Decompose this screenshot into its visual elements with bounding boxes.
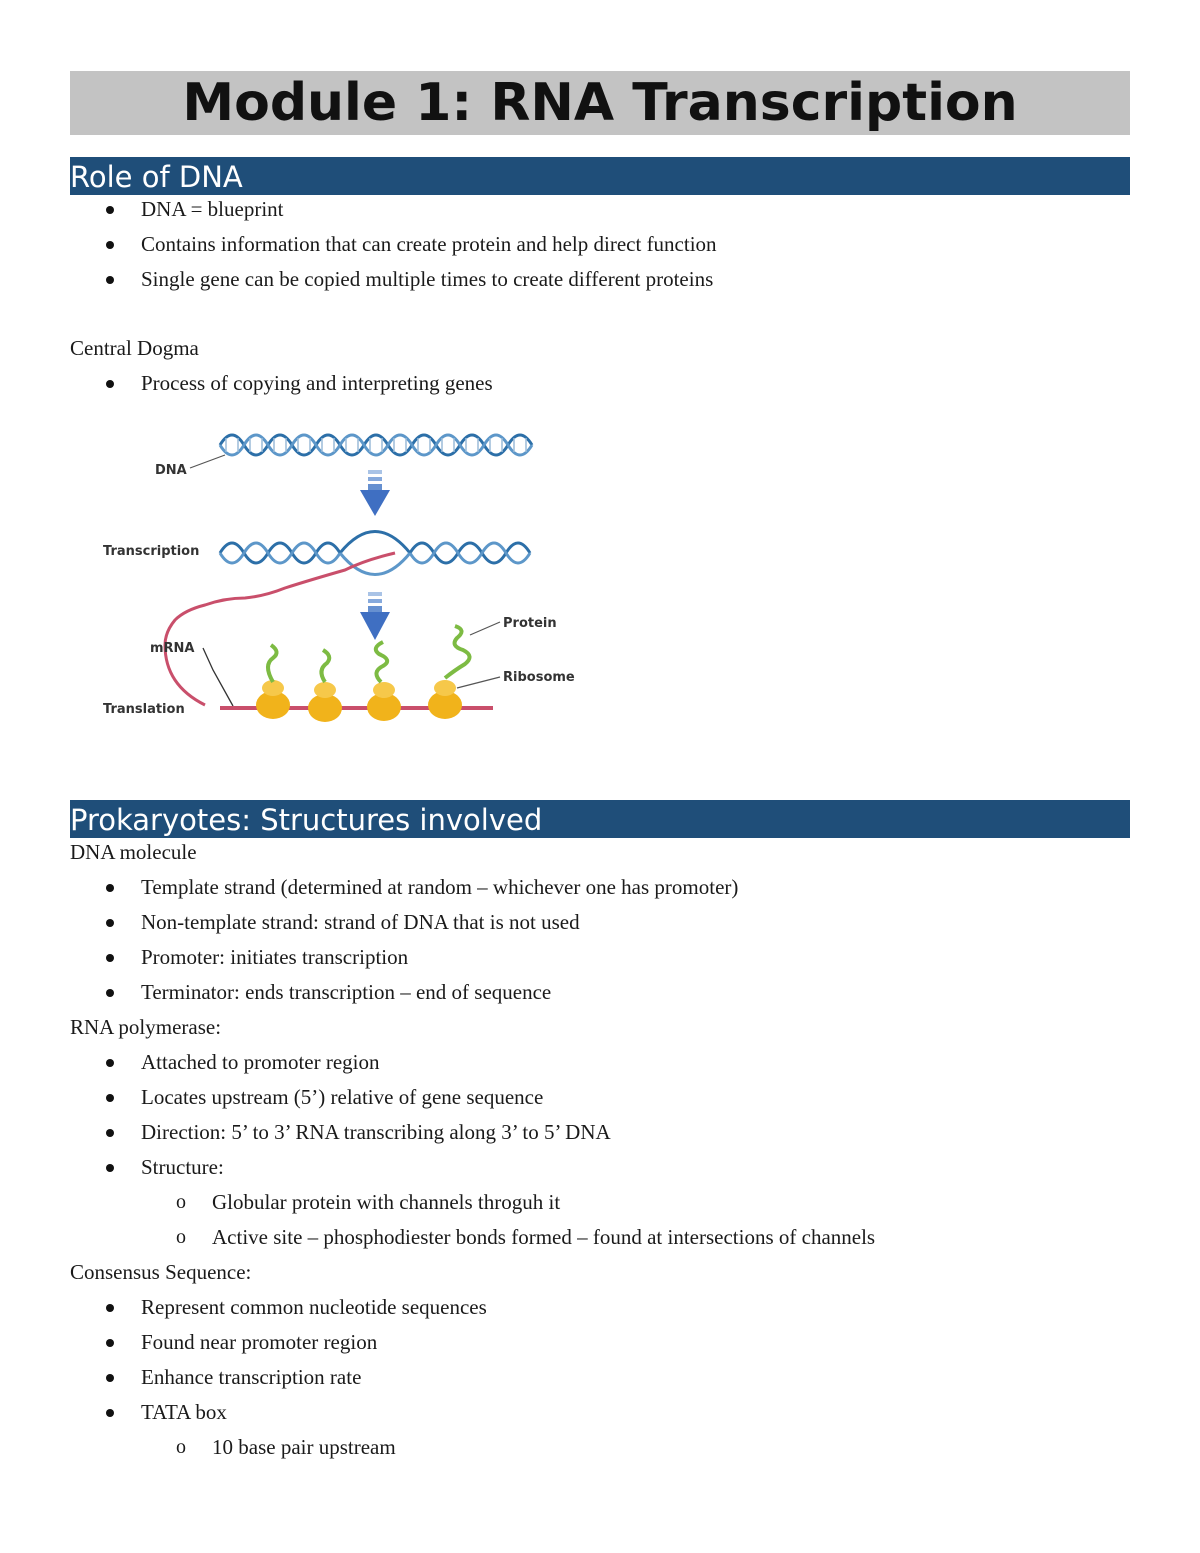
arrow-down-icon [360,470,390,516]
sub-list-item: o Globular protein with channels throguh it [70,1185,1130,1220]
list-item: Contains information that can create protein and help direct function [70,227,1130,262]
label-transcription: Transcription [103,544,200,559]
list-item: Locates upstream (5’) relative of gene sequence [70,1080,1130,1115]
list-item: Terminator: ends transcription – end of sequence [70,975,1130,1010]
sub-list-item: o Active site – phosphodiester bonds formed – found at intersections of channels [70,1220,1130,1255]
dna-helix-top [220,435,532,455]
consensus-sequence-label: Consensus Sequence: [70,1260,252,1284]
section-heading-text: Role of DNA [70,160,243,194]
page-title: Module 1: RNA Transcription [182,73,1018,133]
central-dogma-figure [95,420,585,742]
sub-list-item: o 10 base pair upstream [70,1430,1130,1465]
section-heading-role-of-dna [70,157,1130,195]
list-item: Enhance transcription rate [70,1360,1130,1395]
list-item: Process of copying and interpreting genes [70,366,1130,401]
central-dogma-diagram [95,420,585,742]
title-banner [70,71,1130,135]
label-ribosome: Ribosome [503,670,575,685]
label-dna: DNA [155,463,187,478]
list-item: Represent common nucleotide sequences [70,1290,1130,1325]
list-item: Direction: 5’ to 3’ RNA transcribing along 3’ to 5’ DNA [70,1115,1130,1150]
list-item: Structure: [70,1150,1130,1185]
section-heading-text: Prokaryotes: Structures involved [70,803,543,837]
arrow-down-icon [360,592,390,640]
prokaryotes-content [70,835,1130,1465]
central-dogma-label: Central Dogma [70,336,199,360]
dna-molecule-label: DNA molecule [70,840,197,864]
label-translation: Translation [103,702,185,717]
role-of-dna-list [70,192,1130,297]
list-item: Single gene can be copied multiple times to create different proteins [70,262,1130,297]
label-mrna: mRNA [150,641,195,656]
list-item: Promoter: initiates transcription [70,940,1130,975]
list-item: Template strand (determined at random – whichever one has promoter) [70,870,1130,905]
list-item: Attached to promoter region [70,1045,1130,1080]
section-heading-prokaryotes [70,800,1130,838]
central-dogma-block [70,331,1130,401]
rna-polymerase-label: RNA polymerase: [70,1015,222,1039]
list-item: Non-template strand: strand of DNA that is not used [70,905,1130,940]
list-item: DNA = blueprint [70,192,1130,227]
list-item: Found near promoter region [70,1325,1130,1360]
label-protein: Protein [503,616,557,631]
dna-helix-transcription [220,532,530,575]
list-item: TATA box [70,1395,1130,1430]
